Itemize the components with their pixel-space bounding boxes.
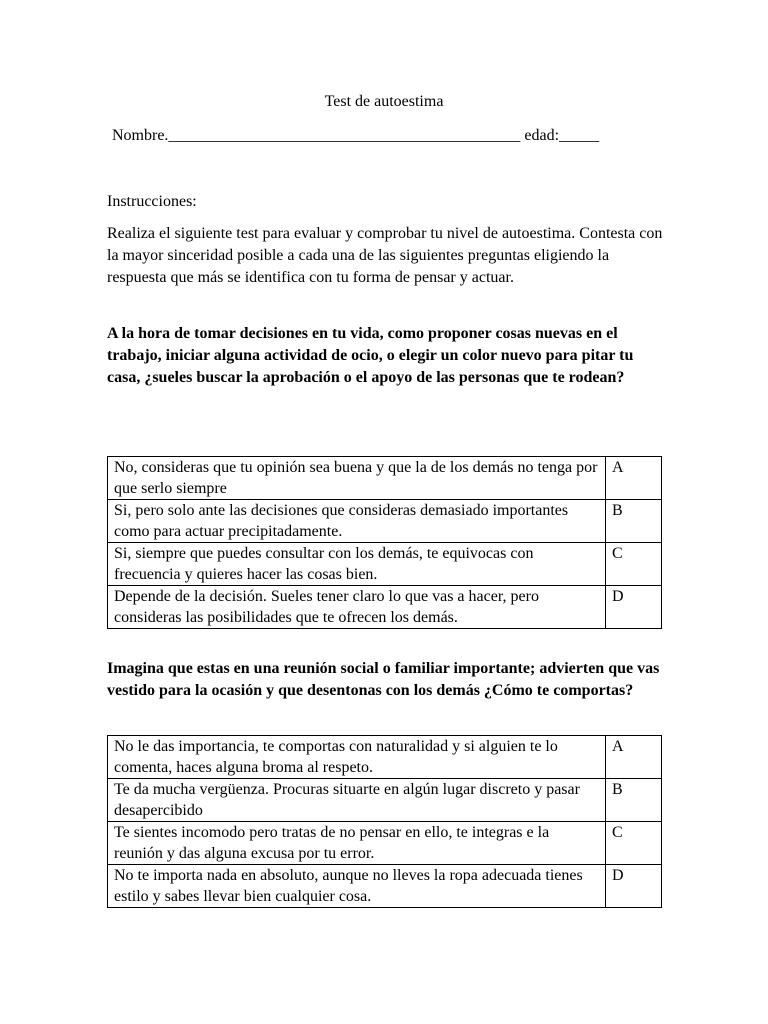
table-row bbox=[108, 736, 662, 779]
question-2-options-table bbox=[107, 735, 662, 908]
option-letter: B bbox=[606, 500, 662, 543]
question-2: Imagina que estas en una reunión social o familiar importante; advierten que vas vestido para la ocasión y que desentonas con los demás ¿Cómo te comportas? bbox=[107, 660, 660, 699]
option-text: No te importa nada en absoluto, aunque no lleves la ropa adecuada tienes estilo y sabes llevar bien cualquier cosa. bbox=[108, 865, 606, 908]
option-text: No le das importancia, te comportas con naturalidad y si alguien te lo comenta, haces alguna broma al respeto. bbox=[108, 736, 606, 779]
instructions-text: Realiza el siguiente test para evaluar y comprobar tu nivel de autoestima. Contesta con la mayor sinceridad posible a cada una de las siguientes preguntas eligiendo la respuesta que más se identifica con tu forma de pensar y actuar. bbox=[107, 225, 663, 286]
table-row bbox=[108, 500, 662, 543]
table-row bbox=[108, 865, 662, 908]
option-letter: A bbox=[606, 736, 662, 779]
option-text: Depende de la decisión. Sueles tener claro lo que vas a hacer, pero consideras las posibilidades que te ofrecen los demás. bbox=[108, 586, 606, 629]
table-row bbox=[108, 822, 662, 865]
question-1-options-table bbox=[107, 456, 662, 629]
instructions-heading: Instrucciones: bbox=[107, 193, 197, 210]
option-letter: A bbox=[606, 457, 662, 500]
option-text: Te da mucha vergüenza. Procuras situarte en algún lugar discreto y pasar desapercibido bbox=[108, 779, 606, 822]
option-letter: C bbox=[606, 822, 662, 865]
name-age-fill-line: Nombre.____________________________________________ edad:_____ bbox=[112, 127, 600, 144]
table-row bbox=[108, 779, 662, 822]
option-letter: D bbox=[606, 586, 662, 629]
page-title: Test de autoestima bbox=[324, 93, 444, 110]
table-row bbox=[108, 457, 662, 500]
option-text: Te sientes incomodo pero tratas de no pensar en ello, te integras e la reunión y das alguna excusa por tu error. bbox=[108, 822, 606, 865]
question-1: A la hora de tomar decisiones en tu vida, como proponer cosas nuevas en el trabajo, iniciar alguna actividad de ocio, o elegir un color nuevo para pitar tu casa, ¿sueles buscar la aprobación o el apoyo de las personas que te rodean? bbox=[107, 325, 634, 386]
option-letter: B bbox=[606, 779, 662, 822]
table-row bbox=[108, 586, 662, 629]
table-row bbox=[108, 543, 662, 586]
option-text: No, consideras que tu opinión sea buena y que la de los demás no tenga por que serlo siempre bbox=[108, 457, 606, 500]
option-text: Si, siempre que puedes consultar con los demás, te equivocas con frecuencia y quieres hacer las cosas bien. bbox=[108, 543, 606, 586]
option-letter: D bbox=[606, 865, 662, 908]
option-text: Si, pero solo ante las decisiones que consideras demasiado importantes como para actuar precipitadamente. bbox=[108, 500, 606, 543]
option-letter: C bbox=[606, 543, 662, 586]
